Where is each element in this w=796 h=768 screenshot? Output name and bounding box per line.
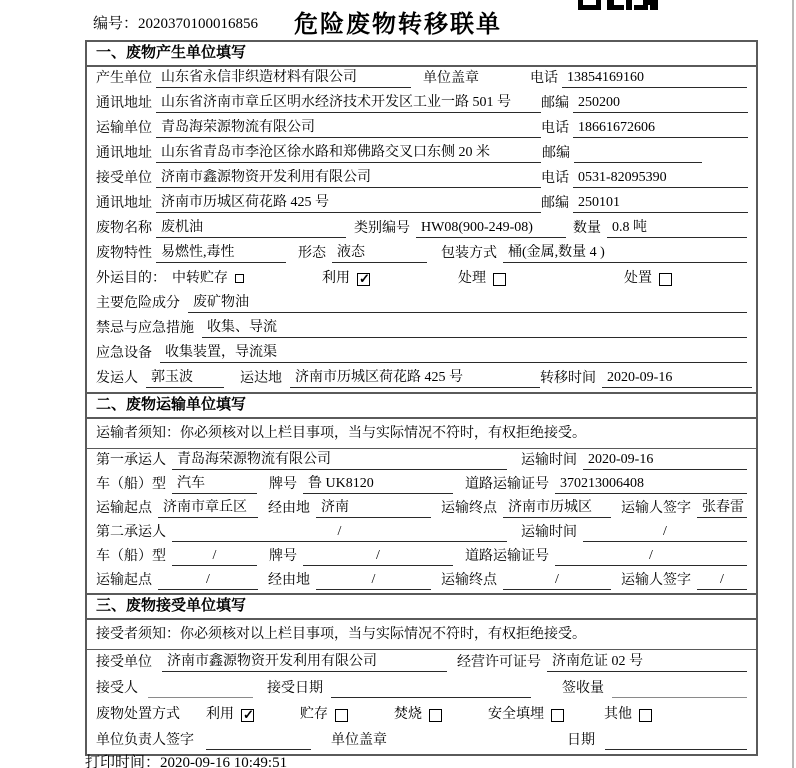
second-carrier-value: / bbox=[172, 523, 507, 542]
transport-time-label: 运输时间 bbox=[521, 453, 577, 468]
via-value: 济南 bbox=[316, 499, 431, 518]
responsible-signature-label: 单位负责人签字 bbox=[96, 733, 194, 748]
print-time bbox=[85, 751, 287, 768]
receiver-address-row bbox=[87, 192, 756, 217]
disposal-option-other bbox=[604, 706, 652, 724]
option-label: 利用 bbox=[206, 707, 234, 722]
receiving-unit-label: 接受单位 bbox=[96, 655, 152, 670]
checkbox[interactable] bbox=[235, 274, 244, 283]
vehicle-type-value: / bbox=[172, 547, 257, 566]
transporter-label: 运输单位 bbox=[96, 121, 152, 136]
unit-seal-label: 单位盖章 bbox=[423, 71, 479, 86]
via-label: 经由地 bbox=[268, 573, 310, 588]
via-value: / bbox=[316, 571, 431, 590]
emergency-equipment-label: 应急设备 bbox=[96, 346, 152, 361]
responsible-signature-value bbox=[206, 749, 311, 750]
checkbox[interactable] bbox=[493, 273, 506, 286]
emergency-measures-label: 禁忌与应急措施 bbox=[96, 321, 194, 336]
road-permit-value: 370213006408 bbox=[555, 475, 747, 494]
emergency-equipment-value: 收集装置，导流渠 bbox=[160, 344, 747, 363]
packaging-value: 桶(金属,数量 4 ) bbox=[503, 244, 747, 263]
destination-value: 济南市历城区荷花路 425 号 bbox=[290, 369, 540, 388]
transporter-notice: 运输者须知：你必须核对以上栏目事项，当与实际情况不符时，有权拒绝接受。 bbox=[87, 419, 756, 449]
second-carrier-row bbox=[87, 521, 756, 545]
producer-phone-value: 13854169160 bbox=[562, 69, 747, 88]
endpoint-label: 运输终点 bbox=[441, 501, 497, 516]
consignor-label: 发运人 bbox=[96, 371, 138, 386]
zip-label: 邮编 bbox=[542, 146, 570, 161]
category-code-label: 类别编号 bbox=[354, 221, 410, 236]
form-state-label: 形态 bbox=[298, 246, 326, 261]
disposal-method-row bbox=[87, 702, 756, 728]
option-label: 处置 bbox=[624, 271, 652, 286]
transport-time-value: 2020-09-16 bbox=[583, 451, 747, 470]
checkbox[interactable] bbox=[429, 709, 442, 722]
disposal-option-utilize bbox=[206, 706, 254, 724]
carrier-signature-value: / bbox=[697, 571, 747, 590]
plate-label: 牌号 bbox=[269, 549, 297, 564]
page-title: 危险废物转移联单 bbox=[294, 12, 502, 38]
transporter-phone-value: 18661672606 bbox=[573, 119, 748, 138]
origin-label: 运输起点 bbox=[96, 501, 152, 516]
first-carrier-row bbox=[87, 449, 756, 473]
serial-value: 2020370100016856 bbox=[138, 16, 259, 32]
carrier-signature-label: 运输人签字 bbox=[621, 501, 691, 516]
vehicle-type-label: 车（船）型 bbox=[96, 549, 166, 564]
receiver-row bbox=[87, 167, 756, 192]
transport-time-value: / bbox=[583, 523, 747, 542]
transport-time-label: 运输时间 bbox=[521, 525, 577, 540]
section1-header: 一、废物产生单位填写 bbox=[87, 42, 756, 67]
second-route-row bbox=[87, 569, 756, 593]
receiving-unit-row bbox=[87, 650, 756, 676]
hazard-component-value: 废矿物油 bbox=[188, 294, 747, 313]
receiver-notice: 接受者须知：你必须核对以上栏目事项，当与实际情况不符时，有权拒绝接受。 bbox=[87, 620, 756, 650]
address-label: 通讯地址 bbox=[96, 146, 152, 161]
transporter-row bbox=[87, 117, 756, 142]
address-label: 通讯地址 bbox=[96, 96, 152, 111]
producer-row bbox=[87, 67, 756, 92]
option-label: 其他 bbox=[604, 707, 632, 722]
checkbox[interactable]: ✓ bbox=[357, 273, 370, 286]
plate-value: 鲁 UK8120 bbox=[303, 475, 453, 494]
disposal-method-label: 废物处置方式 bbox=[96, 707, 180, 722]
section2-header: 二、废物运输单位填写 bbox=[87, 392, 756, 419]
print-time-label: 打印时间： bbox=[85, 755, 161, 768]
carrier-signature-value: 张春雷 bbox=[697, 499, 747, 518]
endpoint-label: 运输终点 bbox=[441, 573, 497, 588]
road-permit-value: / bbox=[555, 547, 747, 566]
second-vehicle-row bbox=[87, 545, 756, 569]
receiver-phone-value: 0531-82095390 bbox=[573, 169, 748, 188]
option-label: 安全填埋 bbox=[488, 707, 544, 722]
license-label: 经营许可证号 bbox=[457, 655, 541, 670]
disposal-option-landfill bbox=[488, 706, 564, 724]
license-value: 济南危证 02 号 bbox=[547, 653, 747, 672]
serial-label: 编号： bbox=[93, 16, 139, 32]
option-label: 处理 bbox=[458, 271, 486, 286]
waste-property-value: 易燃性,毒性 bbox=[156, 244, 286, 263]
consignor-row bbox=[87, 367, 756, 392]
vehicle-type-value: 汽车 bbox=[172, 475, 257, 494]
acceptor-label: 接受人 bbox=[96, 681, 138, 696]
disposal-option-store bbox=[300, 706, 348, 724]
print-time-value: 2020-09-16 10:49:51 bbox=[160, 755, 288, 768]
address-value: 山东省济南市章丘区明水经济技术开发区工业一路 501 号 bbox=[156, 94, 541, 113]
date-value bbox=[605, 749, 747, 750]
producer-address-row bbox=[87, 92, 756, 117]
form-state-value: 液态 bbox=[332, 244, 427, 263]
purpose-option-storage bbox=[172, 270, 244, 288]
zip-value bbox=[574, 162, 702, 163]
origin-label: 运输起点 bbox=[96, 573, 152, 588]
packaging-label: 包装方式 bbox=[441, 246, 497, 261]
accept-date-label: 接受日期 bbox=[267, 681, 323, 696]
acceptor-row bbox=[87, 676, 756, 702]
via-label: 经由地 bbox=[268, 501, 310, 516]
consignor-value: 郭玉波 bbox=[146, 369, 224, 388]
transfer-date-label: 转移时间 bbox=[540, 371, 596, 386]
producer-label: 产生单位 bbox=[96, 71, 152, 86]
option-label: 利用 bbox=[322, 271, 350, 286]
receiver-label: 接受单位 bbox=[96, 171, 152, 186]
quantity-value: 0.8 吨 bbox=[607, 219, 747, 238]
endpoint-value: / bbox=[503, 571, 611, 590]
waste-name-value: 废机油 bbox=[156, 219, 346, 238]
transporter-phone-label: 电话 bbox=[541, 121, 569, 136]
zip-value: 250200 bbox=[573, 94, 748, 113]
plate-label: 牌号 bbox=[269, 477, 297, 492]
unit-seal-label: 单位盖章 bbox=[331, 733, 387, 748]
road-permit-label: 道路运输证号 bbox=[465, 549, 549, 564]
origin-value: / bbox=[158, 571, 258, 590]
quantity-label: 数量 bbox=[573, 221, 601, 236]
accept-date-value bbox=[331, 697, 531, 698]
road-permit-label: 道路运输证号 bbox=[465, 477, 549, 492]
producer-phone-label: 电话 bbox=[530, 71, 558, 86]
origin-value: 济南市章丘区 bbox=[158, 499, 258, 518]
checkbox[interactable] bbox=[335, 709, 348, 722]
transporter-value: 青岛海荣源物流有限公司 bbox=[156, 119, 541, 138]
emergency-equipment-row bbox=[87, 342, 756, 367]
received-amount-label: 签收量 bbox=[562, 681, 604, 696]
plate-value: / bbox=[303, 547, 453, 566]
zip-value: 250101 bbox=[573, 194, 748, 213]
first-route-row bbox=[87, 497, 756, 521]
page-right-edge bbox=[792, 0, 794, 768]
address-value: 济南市历城区荷花路 425 号 bbox=[156, 194, 541, 213]
endpoint-value: 济南市历城区 bbox=[503, 499, 611, 518]
option-label: 中转贮存 bbox=[172, 271, 228, 286]
category-code-value: HW08(900-249-08) bbox=[416, 219, 566, 238]
option-label: 贮存 bbox=[300, 707, 328, 722]
second-carrier-label: 第二承运人 bbox=[96, 525, 166, 540]
received-amount-value bbox=[612, 697, 747, 698]
first-vehicle-row bbox=[87, 473, 756, 497]
checkbox[interactable] bbox=[659, 273, 672, 286]
section3-header: 三、废物接受单位填写 bbox=[87, 593, 756, 620]
purpose-option-treat bbox=[458, 270, 506, 288]
vehicle-type-label: 车（船）型 bbox=[96, 477, 166, 492]
address-value: 山东省青岛市李沧区徐水路和郑佛路交叉口东侧 20 米 bbox=[156, 144, 541, 163]
waste-name-row bbox=[87, 217, 756, 242]
receiver-phone-label: 电话 bbox=[541, 171, 569, 186]
hazard-component-row bbox=[87, 292, 756, 317]
transfer-purpose-label: 外运目的： bbox=[96, 271, 166, 286]
checkbox[interactable] bbox=[639, 709, 652, 722]
producer-value: 山东省永信非织造材料有限公司 bbox=[156, 69, 411, 88]
transfer-purpose-row bbox=[87, 267, 756, 292]
purpose-option-utilize bbox=[322, 270, 370, 288]
zip-label: 邮编 bbox=[541, 96, 569, 111]
address-label: 通讯地址 bbox=[96, 196, 152, 211]
emergency-measures-row bbox=[87, 317, 756, 342]
first-carrier-label: 第一承运人 bbox=[96, 453, 166, 468]
waste-property-row bbox=[87, 242, 756, 267]
disposal-option-incinerate bbox=[394, 706, 442, 724]
purpose-option-dispose bbox=[624, 270, 672, 288]
receiver-value: 济南市鑫源物资开发利用有限公司 bbox=[156, 169, 541, 188]
zip-label: 邮编 bbox=[541, 196, 569, 211]
receiving-unit-value: 济南市鑫源物资开发利用有限公司 bbox=[162, 653, 447, 672]
acceptor-value bbox=[148, 697, 253, 698]
option-label: 焚烧 bbox=[394, 707, 422, 722]
carrier-signature-label: 运输人签字 bbox=[621, 573, 691, 588]
checkbox[interactable] bbox=[551, 709, 564, 722]
destination-label: 运达地 bbox=[240, 371, 282, 386]
manifest-form bbox=[85, 40, 758, 756]
transporter-address-row bbox=[87, 142, 756, 167]
emergency-measures-value: 收集、导流 bbox=[202, 319, 747, 338]
checkbox[interactable]: ✓ bbox=[241, 709, 254, 722]
first-carrier-value: 青岛海荣源物流有限公司 bbox=[172, 451, 507, 470]
hazard-component-label: 主要危险成分 bbox=[96, 296, 180, 311]
waste-property-label: 废物特性 bbox=[96, 246, 152, 261]
waste-name-label: 废物名称 bbox=[96, 221, 152, 236]
date-label: 日期 bbox=[567, 733, 595, 748]
transfer-date-value: 2020-09-16 bbox=[602, 369, 752, 388]
